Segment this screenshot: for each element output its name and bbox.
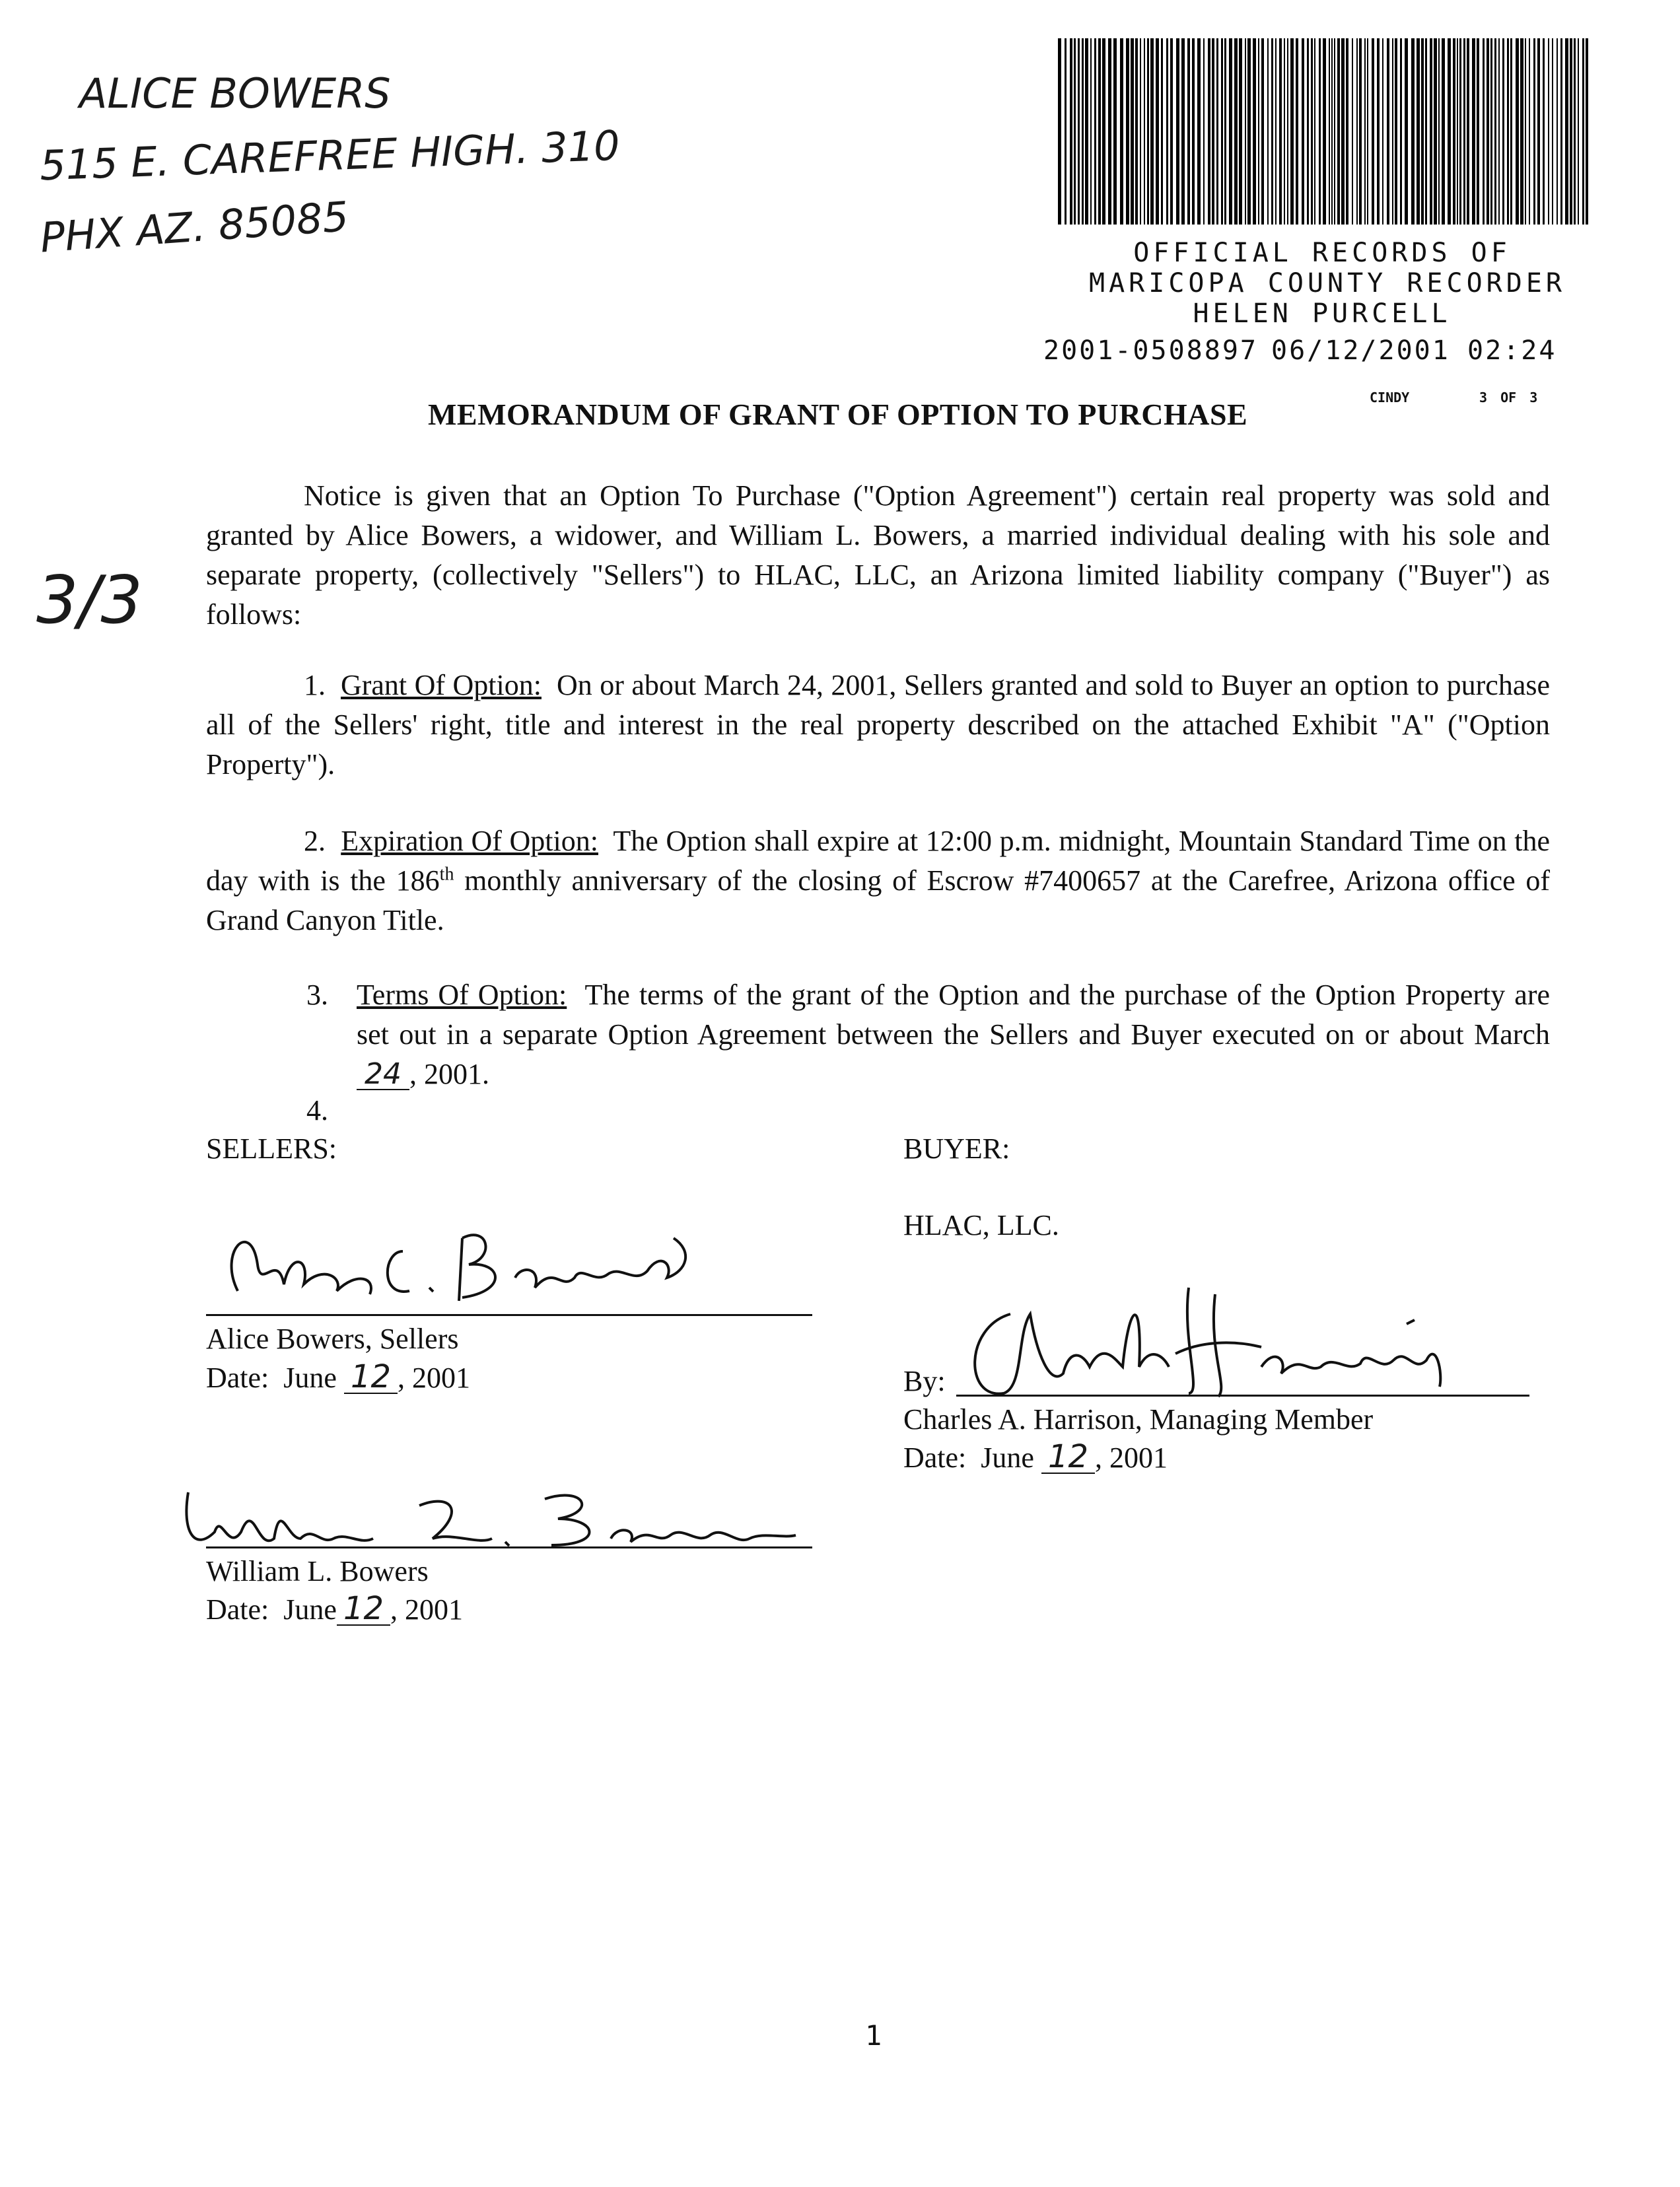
barcode-bar xyxy=(1552,38,1553,225)
barcode-bar xyxy=(1352,38,1353,225)
barcode-bar xyxy=(1323,38,1326,225)
barcode-bar xyxy=(1487,38,1489,225)
barcode-bar xyxy=(1565,38,1568,225)
barcode-bar xyxy=(1359,38,1362,225)
address-line-1: ALICE BOWERS xyxy=(79,69,391,118)
barcode-bar xyxy=(1560,38,1562,225)
item-2-text-after: monthly anniversary of the closing of Escrow #7400657 at the Carefree, Arizona office of Grand Canyon Title. xyxy=(206,864,1550,936)
barcode-bar xyxy=(1085,38,1088,225)
item-1-heading: Grant Of Option: xyxy=(340,669,542,701)
seller-2-date-prefix: Date: June xyxy=(206,1593,337,1626)
handwritten-address xyxy=(38,63,621,262)
barcode-bar xyxy=(1498,38,1500,225)
barcode-bar xyxy=(1529,38,1530,225)
recording-line-3: HELEN PURCELL xyxy=(1193,298,1452,329)
barcode-bar xyxy=(1430,38,1432,225)
buyer-date xyxy=(903,1438,1168,1478)
document-title: MEMORANDUM OF GRANT OF OPTION TO PURCHASE xyxy=(428,398,1248,431)
barcode-bar xyxy=(1438,38,1440,225)
sellers-heading: SELLERS: xyxy=(206,1132,337,1165)
barcode-bar xyxy=(1548,38,1549,225)
barcode-bar xyxy=(1395,38,1397,225)
margin-note: 3/3 xyxy=(36,561,143,639)
barcode-bar xyxy=(1477,38,1479,225)
barcode-bar xyxy=(1126,38,1129,225)
barcode-bar xyxy=(1258,38,1259,225)
seller-1-date-day: 12 xyxy=(344,1361,398,1394)
barcode-bar xyxy=(1520,38,1523,225)
item-2-text-before: The Option shall expire at 12:00 p.m. midnight, Mountain Standard Time on the day with is the 186 xyxy=(206,825,1551,897)
seller-2-signature-line xyxy=(206,1546,812,1548)
barcode-bar xyxy=(1098,38,1101,225)
barcode-bar xyxy=(1337,38,1340,225)
item-terms-of-option xyxy=(357,975,1550,1094)
barcode-bar xyxy=(1170,38,1173,225)
barcode-bar xyxy=(1574,38,1576,225)
barcode-bar xyxy=(1314,38,1315,225)
recording-doc-number: 2001-0508897 xyxy=(1043,335,1258,366)
barcode-bar xyxy=(1586,38,1588,225)
barcode-bar xyxy=(1302,38,1304,225)
barcode-bar xyxy=(1525,38,1526,225)
item-3-text-before: The terms of the grant of the Option and the purchase of the Option Property are set out in a separate Option Agreement between the Sellers and Buyer executed on or about March xyxy=(357,979,1550,1051)
barcode-bar xyxy=(1247,38,1251,225)
barcode-bar xyxy=(1296,38,1298,225)
barcode-bar xyxy=(1372,38,1374,225)
barcode-bar xyxy=(1329,38,1330,225)
item-3-text-after: , 2001. xyxy=(409,1058,489,1090)
address-line-3: PHX AZ. 85085 xyxy=(38,192,351,262)
barcode-bar xyxy=(1494,38,1496,225)
barcode-bar xyxy=(1453,38,1455,225)
barcode-bar xyxy=(1417,38,1420,225)
intro-text: Notice is given that an Option To Purchase ("Option Agreement") certain real property was sold and granted by Alice Bowers, a widower, and William L. Bowers, a married individual dealing with his sole and separate property, (collectively "Sellers") to HLAC, LLC, an Arizona limited liability company ("Buyer") as follows: xyxy=(206,479,1550,631)
seller-1-signature-line xyxy=(206,1314,812,1316)
barcode-bar xyxy=(1147,38,1149,225)
barcode-bar xyxy=(1582,38,1584,225)
barcode-bar xyxy=(1253,38,1256,225)
buyer-heading: BUYER: xyxy=(903,1132,1010,1165)
barcode-bar xyxy=(1507,38,1509,225)
barcode-bar xyxy=(1229,38,1232,225)
buyer-company: HLAC, LLC. xyxy=(903,1209,1059,1241)
barcode-bar xyxy=(1400,38,1402,225)
barcode-bar xyxy=(1483,38,1485,225)
barcode-bar xyxy=(1434,38,1437,225)
barcode-bar xyxy=(1212,38,1214,225)
barcode-bar xyxy=(1224,38,1226,225)
item-3-number: 3. xyxy=(306,979,328,1011)
barcode-bar xyxy=(1261,38,1264,225)
barcode-bar xyxy=(1557,38,1558,225)
item-2-heading: Expiration Of Option: xyxy=(341,825,598,857)
recording-time: 02:24 xyxy=(1467,335,1557,366)
buyer-signature-line xyxy=(956,1395,1529,1397)
barcode-bar xyxy=(1537,38,1540,225)
barcode-bar xyxy=(1150,38,1154,225)
barcode-bar xyxy=(1457,38,1458,225)
recording-line-1: OFFICIAL RECORDS OF xyxy=(1133,238,1511,268)
barcode-bar xyxy=(1082,38,1084,225)
barcode-bar xyxy=(1058,38,1061,225)
barcode-bar xyxy=(1421,38,1424,225)
item-2-number: 2. xyxy=(304,825,326,857)
barcode-bar xyxy=(1392,38,1393,225)
barcode-bar xyxy=(1090,38,1092,225)
seller-2-date xyxy=(206,1590,463,1630)
barcode-bar xyxy=(1094,38,1096,225)
barcode-bar xyxy=(1140,38,1141,225)
recording-date: 06/12/2001 xyxy=(1271,335,1450,366)
barcode-bar xyxy=(1078,38,1080,225)
barcode-bar xyxy=(1279,38,1282,225)
barcode-bar xyxy=(1113,38,1117,225)
seller-2-date-day: 12 xyxy=(337,1593,390,1626)
barcode-bar xyxy=(1203,38,1205,225)
seller-1-name: Alice Bowers, Sellers xyxy=(206,1323,459,1355)
seller-1-date xyxy=(206,1358,470,1398)
barcode-bar xyxy=(1271,38,1273,225)
barcode-bar xyxy=(1108,38,1111,225)
barcode-bar xyxy=(1459,38,1461,225)
recording-line-2: MARICOPA COUNTY RECORDER xyxy=(1089,268,1566,298)
seller-1-date-suffix: , 2001 xyxy=(398,1362,471,1394)
barcode-bar xyxy=(1367,38,1368,225)
barcode-bar xyxy=(1356,38,1358,225)
barcode-bar xyxy=(1472,38,1475,225)
item-3-filled-day: 24 xyxy=(357,1060,409,1090)
barcode-bar xyxy=(1176,38,1179,225)
barcode-bar xyxy=(1234,38,1238,225)
barcode-bar xyxy=(1463,38,1465,225)
barcode-bar xyxy=(1275,38,1277,225)
barcode-bar xyxy=(1307,38,1309,225)
barcode-bar xyxy=(1287,38,1288,225)
barcode-bar xyxy=(1181,38,1185,225)
address-line-2: 515 E. CAREFREE HIGH. 310 xyxy=(38,121,621,190)
barcode-bar xyxy=(1290,38,1294,225)
william-bowers-signature xyxy=(175,1473,809,1558)
barcode-bar xyxy=(1341,38,1345,225)
seller-1-date-prefix: Date: June xyxy=(206,1362,344,1394)
item-2-superscript: th xyxy=(439,864,454,885)
barcode-bar xyxy=(1197,38,1201,225)
barcode-bar xyxy=(1578,38,1579,225)
item-expiration-of-option xyxy=(206,821,1550,940)
barcode-bar xyxy=(1144,38,1145,225)
barcode-bar xyxy=(1405,38,1408,225)
seller-2-name: William L. Bowers xyxy=(206,1555,429,1587)
barcode-bar xyxy=(1102,38,1105,225)
barcode-bar xyxy=(1135,38,1138,225)
page-number: 1 xyxy=(865,2019,882,2052)
barcode-bar xyxy=(1490,38,1492,225)
barcode-bar xyxy=(1074,38,1076,225)
alice-bowers-signature xyxy=(211,1212,700,1317)
barcode-bar xyxy=(1131,38,1134,225)
barcode-bar xyxy=(1364,38,1366,225)
barcode-bar xyxy=(1192,38,1195,225)
item-1-number: 1. xyxy=(304,669,326,701)
barcode-bar xyxy=(1120,38,1123,225)
barcode-bar xyxy=(1070,38,1072,225)
barcode-bar xyxy=(1543,38,1545,225)
buyer-date-prefix: Date: June xyxy=(903,1441,1041,1474)
buyer-by-label: By: xyxy=(903,1365,946,1397)
buyer-date-suffix: , 2001 xyxy=(1095,1441,1168,1474)
barcode-bar xyxy=(1156,38,1159,225)
barcode-bar xyxy=(1216,38,1218,225)
barcode-bar xyxy=(1334,38,1335,225)
barcode-bar xyxy=(1387,38,1389,225)
barcode-bar xyxy=(1425,38,1427,225)
barcode-bar xyxy=(1442,38,1445,225)
barcode-bar xyxy=(1311,38,1313,225)
buyer-name: Charles A. Harrison, Managing Member xyxy=(903,1403,1374,1436)
barcode-bar xyxy=(1411,38,1415,225)
barcode-bar xyxy=(1284,38,1285,225)
barcode-bar xyxy=(1187,38,1190,225)
barcode-bar xyxy=(1448,38,1451,225)
barcode-bar xyxy=(1239,38,1242,225)
barcode-bar xyxy=(1382,38,1383,225)
barcode-bar xyxy=(1331,38,1333,225)
barcode-bar xyxy=(1533,38,1535,225)
barcode-bar xyxy=(1467,38,1469,225)
seller-2-date-suffix: , 2001 xyxy=(390,1593,464,1626)
barcode-bar xyxy=(1245,38,1246,225)
item-grant-of-option xyxy=(206,666,1550,784)
barcode-bar xyxy=(1065,38,1067,225)
barcode-bar xyxy=(1510,38,1512,225)
item-4-number: 4. xyxy=(306,1094,328,1127)
charles-harrison-signature xyxy=(951,1274,1492,1406)
barcode-bar xyxy=(1377,38,1380,225)
barcode-bar xyxy=(1346,38,1348,225)
barcode-bar xyxy=(1161,38,1163,225)
recording-page-count: 3 OF 3 xyxy=(1479,390,1538,405)
barcode-bar xyxy=(1502,38,1504,225)
barcode xyxy=(1055,38,1592,225)
barcode-bar xyxy=(1208,38,1210,225)
recording-clerk: CINDY xyxy=(1370,390,1410,405)
item-1-text: On or about March 24, 2001, Sellers granted and sold to Buyer an option to purchase all of the Sellers' right, title and interest in the real property described on the attached Exhibit "A" ("Option Property"). xyxy=(206,669,1551,781)
barcode-bar xyxy=(1319,38,1321,225)
barcode-bar xyxy=(1570,38,1572,225)
buyer-date-day: 12 xyxy=(1041,1441,1095,1474)
barcode-bar xyxy=(1516,38,1519,225)
intro-paragraph xyxy=(206,476,1550,635)
barcode-bar xyxy=(1267,38,1269,225)
item-3-heading: Terms Of Option: xyxy=(357,979,567,1011)
barcode-bar xyxy=(1166,38,1168,225)
barcode-bar xyxy=(1221,38,1223,225)
